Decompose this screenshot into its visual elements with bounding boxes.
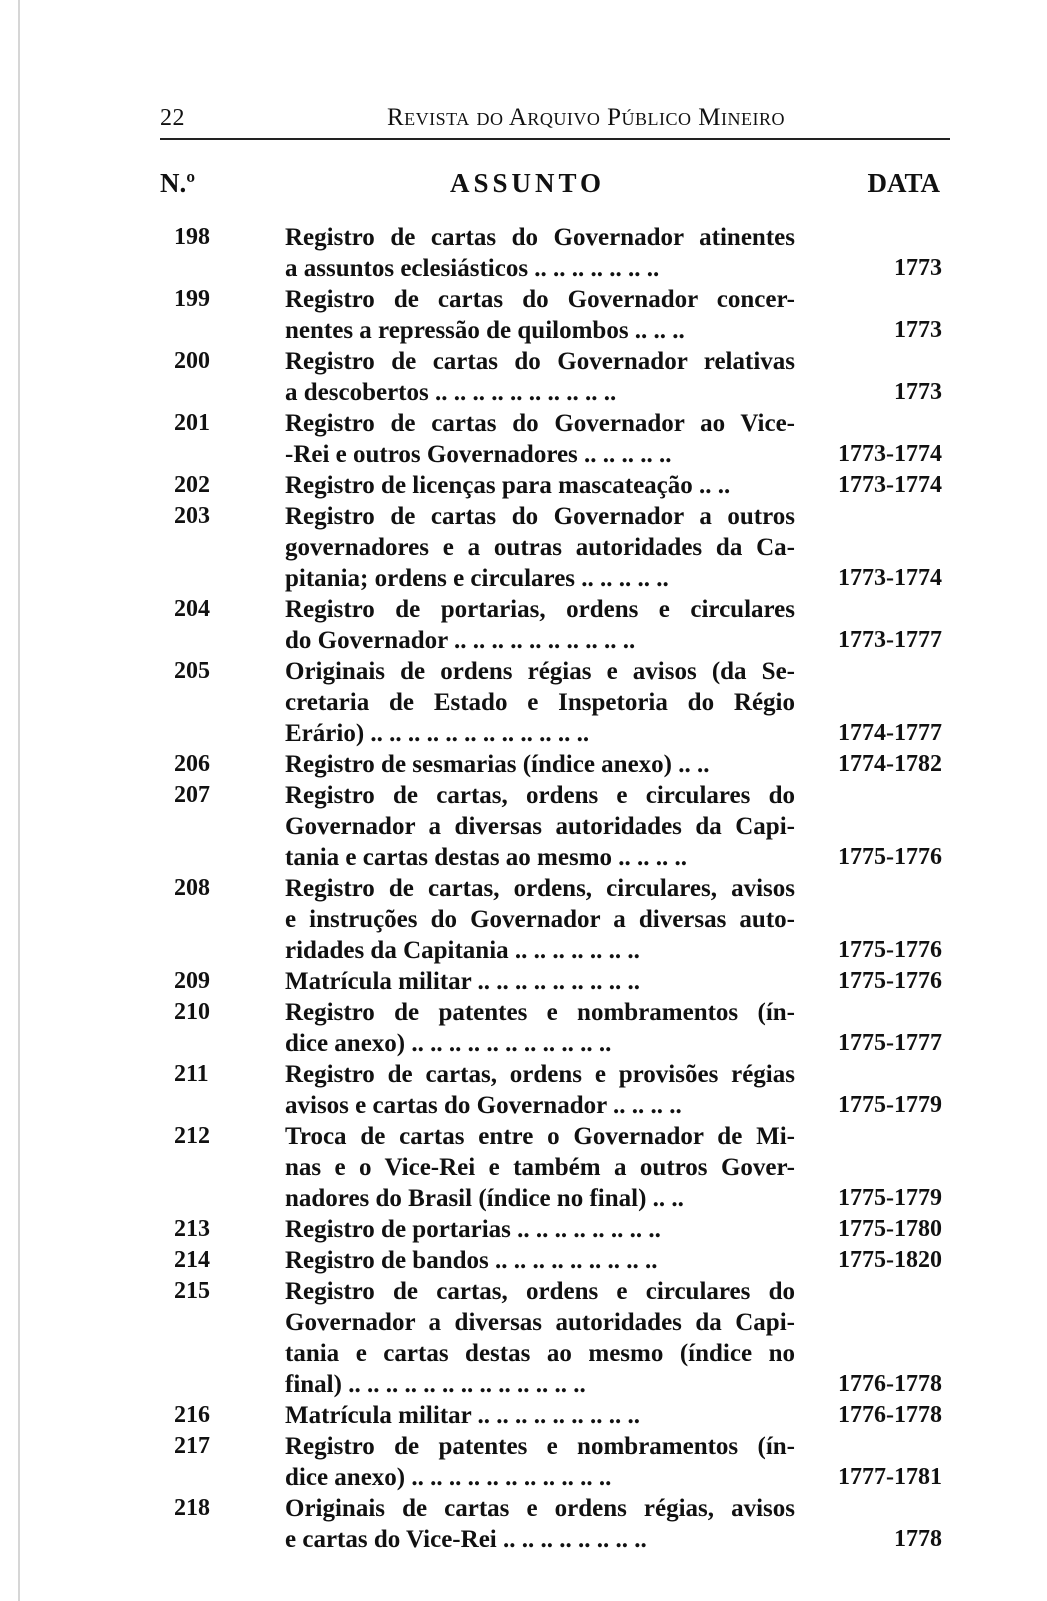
entry-number: 200 [174, 348, 210, 374]
entry-date: 1773-1774 [838, 565, 942, 591]
entry-subject-line: Registro de bandos .. .. .. .. .. .. .. .. .. [285, 1247, 658, 1274]
entry-subject-line: Registro de cartas do Governador ao Vice- [285, 410, 795, 437]
entry-subject [285, 408, 795, 470]
entry-subject [285, 284, 795, 346]
entry-subject-line: Registro de cartas, ordens, circulares, avisos [285, 875, 795, 902]
entry-subject-line: tania e cartas destas ao mesmo (índice no [285, 1340, 795, 1367]
number-column-header: N.º [160, 168, 196, 198]
entry-number: 206 [174, 751, 210, 777]
entry-subject-line: Registro de patentes e nombramentos (ín- [285, 999, 795, 1026]
entry-subject-line: cretaria de Estado e Inspetoria do Régio [285, 689, 795, 716]
entry-subject-line: tania e cartas destas ao mesmo .. .. .. .. [285, 844, 688, 871]
entry-subject [285, 873, 795, 966]
list-item [160, 1431, 950, 1493]
entry-number: 198 [174, 224, 210, 250]
entry-date: 1777-1781 [838, 1464, 942, 1490]
entry-date: 1775-1820 [838, 1247, 942, 1273]
entry-subject [285, 1400, 795, 1431]
entry-subject-line: dice anexo) .. .. .. .. .. .. .. .. .. .. .. [285, 1030, 612, 1057]
list-item [160, 780, 950, 873]
list-item [160, 1059, 950, 1121]
entry-subject-line: pitania; ordens e circulares .. .. .. .. .. [285, 565, 669, 592]
entry-subject [285, 1214, 795, 1245]
entry-number: 201 [174, 410, 210, 436]
entry-subject-line: Governador a diversas autoridades da Capi- [285, 1309, 795, 1336]
entry-number: 215 [174, 1278, 210, 1304]
entry-number: 199 [174, 286, 210, 312]
entry-date: 1775-1776 [838, 968, 942, 994]
entry-number: 212 [174, 1123, 210, 1149]
list-item [160, 594, 950, 656]
entry-subject-line: a descobertos .. .. .. .. .. .. .. .. .. .. [285, 379, 617, 406]
entry-number: 214 [174, 1247, 210, 1273]
entry-date: 1775-1776 [838, 844, 942, 870]
date-column-header: DATA [867, 168, 940, 198]
entry-number: 204 [174, 596, 210, 622]
entry-subject-line: Registro de cartas do Governador concer- [285, 286, 795, 313]
entry-subject [285, 966, 795, 997]
entry-subject-line: Originais de ordens régias e avisos (da Se- [285, 658, 795, 685]
entries-list [160, 222, 950, 1555]
journal-title: Revista do Arquivo Público Mineiro [386, 104, 785, 131]
entry-number: 208 [174, 875, 210, 901]
list-item [160, 1276, 950, 1400]
entry-subject-line: avisos e cartas do Governador .. .. .. .. [285, 1092, 682, 1119]
entry-number: 216 [174, 1402, 210, 1428]
entry-date: 1775-1780 [838, 1216, 942, 1242]
entry-number: 207 [174, 782, 210, 808]
entry-subject-line: Registro de cartas do Governador relativas [285, 348, 795, 375]
entry-subject-line: Registro de cartas, ordens e provisões régias [285, 1061, 795, 1088]
entry-subject-line: do Governador .. .. .. .. .. .. .. .. .. .. [285, 627, 636, 654]
entry-date: 1775-1779 [838, 1185, 942, 1211]
list-item [160, 1245, 950, 1276]
entry-subject-line: Erário) .. .. .. .. .. .. .. .. .. .. .. .. [285, 720, 590, 747]
entry-date: 1778 [894, 1526, 942, 1552]
entry-subject [285, 470, 795, 501]
page-edge-shadow [18, 0, 20, 1601]
entry-number: 211 [174, 1061, 209, 1087]
entry-subject-line: -Rei e outros Governadores .. .. .. .. .. [285, 441, 672, 468]
list-item [160, 1214, 950, 1245]
entry-subject [285, 501, 795, 594]
entry-subject-line: e cartas do Vice-Rei .. .. .. .. .. .. .. .. [285, 1526, 647, 1553]
entry-date: 1773-1774 [838, 472, 942, 498]
list-item [160, 1121, 950, 1214]
header-rule [160, 138, 950, 140]
list-item [160, 966, 950, 997]
column-headers [160, 168, 950, 202]
entry-subject-line: a assuntos eclesiásticos .. .. .. .. .. .. .. [285, 255, 660, 282]
entry-subject-line: Registro de cartas do Governador atinentes [285, 224, 795, 251]
entry-date: 1773-1777 [838, 627, 942, 653]
entry-subject [285, 1493, 795, 1555]
entry-date: 1774-1782 [838, 751, 942, 777]
entry-subject-line: Registro de cartas do Governador a outros [285, 503, 795, 530]
entry-subject-line: Troca de cartas entre o Governador de Mi- [285, 1123, 795, 1150]
list-item [160, 997, 950, 1059]
entry-subject-line: Registro de patentes e nombramentos (ín- [285, 1433, 795, 1460]
page-number: 22 [160, 105, 185, 131]
entry-number: 217 [174, 1433, 210, 1459]
entry-subject-line: ridades da Capitania .. .. .. .. .. .. .. [285, 937, 640, 964]
entry-subject [285, 594, 795, 656]
entry-subject [285, 749, 795, 780]
entry-number: 202 [174, 472, 210, 498]
entry-subject-line: Originais de cartas e ordens régias, avisos [285, 1495, 795, 1522]
entry-subject-line: governadores e a outras autoridades da Ca- [285, 534, 795, 561]
entry-date: 1775-1779 [838, 1092, 942, 1118]
entry-subject-line: final) .. .. .. .. .. .. .. .. .. .. .. .. .. [285, 1371, 586, 1398]
entry-date: 1773 [894, 379, 942, 405]
entry-subject-line: e instruções do Governador a diversas auto- [285, 906, 795, 933]
entry-subject [285, 1121, 795, 1214]
entry-number: 209 [174, 968, 210, 994]
entry-subject-line: dice anexo) .. .. .. .. .. .. .. .. .. .. .. [285, 1464, 612, 1491]
list-item [160, 222, 950, 284]
entry-subject-line: nentes a repressão de quilombos .. .. .. [285, 317, 685, 344]
list-item [160, 346, 950, 408]
entry-date: 1776-1778 [838, 1371, 942, 1397]
entry-subject-line: Registro de sesmarias (índice anexo) .. .. [285, 751, 710, 778]
entry-subject-line: Registro de cartas, ordens e circulares do [285, 782, 795, 809]
entry-subject-line: Registro de portarias, ordens e circulares [285, 596, 795, 623]
entry-subject [285, 1276, 795, 1400]
entry-number: 213 [174, 1216, 210, 1242]
list-item [160, 501, 950, 594]
entry-subject-line: nas e o Vice-Rei e também a outros Gover- [285, 1154, 795, 1181]
entry-number: 205 [174, 658, 210, 684]
entry-date: 1775-1777 [838, 1030, 942, 1056]
entry-subject-line: Governador a diversas autoridades da Capi- [285, 813, 795, 840]
list-item [160, 1400, 950, 1431]
entry-date: 1773-1774 [838, 441, 942, 467]
list-item [160, 873, 950, 966]
entry-subject [285, 1431, 795, 1493]
entry-subject-line: nadores do Brasil (índice no final) .. .. [285, 1185, 684, 1212]
list-item [160, 470, 950, 501]
entry-subject-line: Matrícula militar .. .. .. .. .. .. .. .. .. [285, 1402, 641, 1429]
entry-subject [285, 346, 795, 408]
subject-column-header: ASSUNTO [450, 168, 606, 198]
entry-number: 203 [174, 503, 210, 529]
entry-number: 210 [174, 999, 210, 1025]
list-item [160, 408, 950, 470]
entry-date: 1774-1777 [838, 720, 942, 746]
running-head [160, 104, 950, 134]
entry-subject-line: Registro de licenças para mascateação .. .. [285, 472, 731, 499]
entry-subject [285, 222, 795, 284]
entry-date: 1775-1776 [838, 937, 942, 963]
entry-subject [285, 780, 795, 873]
entry-subject [285, 656, 795, 749]
list-item [160, 749, 950, 780]
entry-subject-line: Registro de cartas, ordens e circulares do [285, 1278, 795, 1305]
list-item [160, 656, 950, 749]
entry-subject [285, 1245, 795, 1276]
entry-date: 1773 [894, 255, 942, 281]
list-item [160, 284, 950, 346]
list-item [160, 1493, 950, 1555]
entry-date: 1773 [894, 317, 942, 343]
entry-subject-line: Registro de portarias .. .. .. .. .. .. .. .. [285, 1216, 661, 1243]
entry-subject [285, 1059, 795, 1121]
entry-subject-line: Matrícula militar .. .. .. .. .. .. .. .. .. [285, 968, 641, 995]
entry-subject [285, 997, 795, 1059]
entry-date: 1776-1778 [838, 1402, 942, 1428]
entry-number: 218 [174, 1495, 210, 1521]
